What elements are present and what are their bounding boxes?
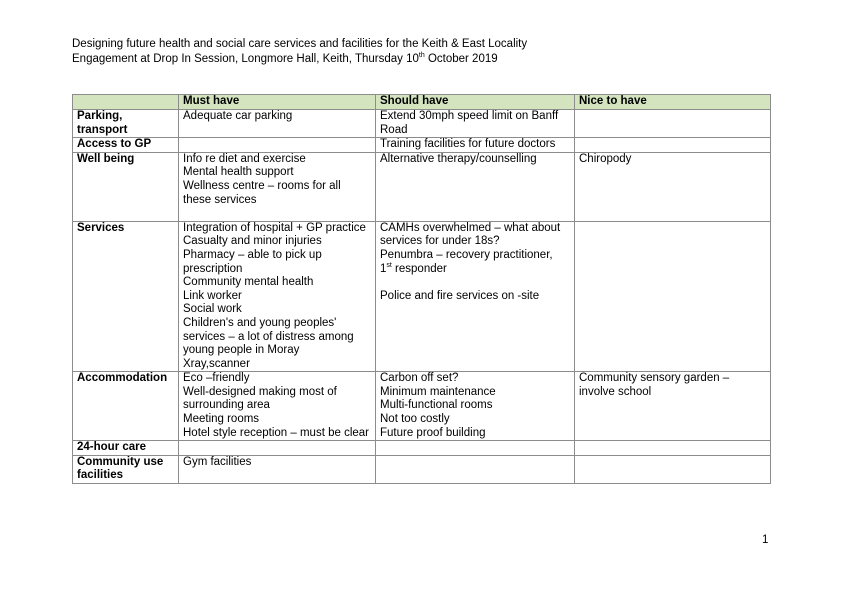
should-have-cell	[376, 221, 575, 372]
table-row	[73, 441, 771, 456]
list-item: Xray,scanner	[183, 357, 250, 370]
list-item: Alternative therapy/counselling	[380, 152, 537, 165]
list-item: Link worker	[183, 289, 242, 302]
table-row	[73, 455, 771, 483]
responder-number: 1	[380, 262, 387, 275]
blank-line	[380, 276, 570, 290]
should-have-cell	[376, 138, 575, 153]
nice-to-have-cell	[575, 152, 771, 221]
document-title	[72, 37, 527, 67]
list-item: Wellness centre – rooms for all these services	[183, 179, 341, 206]
should-have-cell	[376, 441, 575, 456]
list-item: Minimum maintenance	[380, 385, 496, 398]
list-item: Info re diet and exercise	[183, 152, 306, 165]
blank-line	[183, 207, 371, 221]
list-item: Hotel style reception – must be clear	[183, 426, 370, 439]
should-have-cell	[376, 152, 575, 221]
nice-to-have-cell	[575, 138, 771, 153]
list-item: Training facilities for future doctors	[380, 138, 556, 151]
header-should-have: Should have	[376, 95, 575, 110]
list-item	[380, 263, 570, 277]
header-nice-to-have: Nice to have	[575, 95, 771, 110]
page-number: 1	[762, 534, 769, 546]
list-item: Pharmacy – able to pick up prescription	[183, 248, 322, 275]
list-item: Gym facilities	[183, 455, 252, 468]
priorities-table	[72, 94, 771, 484]
row-label: Community use facilities	[73, 455, 179, 483]
row-label: Services	[73, 221, 179, 372]
nice-to-have-cell	[575, 441, 771, 456]
list-item: Carbon off set?	[380, 372, 459, 385]
list-item: Chiropody	[579, 152, 632, 165]
must-have-cell	[179, 455, 376, 483]
list-item: Future proof building	[380, 426, 486, 439]
list-item: Not too costly	[380, 413, 450, 426]
row-label: 24-hour care	[73, 441, 179, 456]
should-have-cell	[376, 372, 575, 441]
table-row	[73, 138, 771, 153]
must-have-cell	[179, 221, 376, 372]
header-corner	[73, 95, 179, 110]
list-item: Meeting rooms	[183, 413, 260, 426]
list-item: Penumbra – recovery practitioner,	[380, 248, 553, 261]
must-have-cell	[179, 152, 376, 221]
title-date-suffix: th	[418, 52, 425, 60]
nice-to-have-cell	[575, 455, 771, 483]
list-item: Multi-functional rooms	[380, 399, 493, 412]
should-have-cell	[376, 110, 575, 138]
row-label: Well being	[73, 152, 179, 221]
list-item: Well-designed making most of surrounding area	[183, 385, 337, 412]
should-have-cell	[376, 455, 575, 483]
list-item: Integration of hospital + GP practice	[183, 221, 366, 234]
list-item: Social work	[183, 303, 242, 316]
list-item: Police and fire services on -site	[380, 289, 540, 302]
title-line-2	[72, 52, 527, 67]
list-item: CAMHs overwhelmed – what about services for under 18s?	[380, 221, 561, 248]
ordinal-suffix: st	[386, 261, 392, 269]
nice-to-have-cell	[575, 110, 771, 138]
must-have-cell	[179, 372, 376, 441]
table-row	[73, 372, 771, 441]
title-line-1: Designing future health and social care services and facilities for the Keith & East Locality	[72, 38, 528, 50]
list-item: Adequate car parking	[183, 110, 293, 122]
must-have-cell	[179, 441, 376, 456]
title-line-2-text: Engagement at Drop In Session, Longmore Hall, Keith, Thursday 10	[72, 53, 419, 65]
list-item: Casualty and minor injuries	[183, 235, 322, 248]
table-header-row	[73, 95, 771, 110]
table-row	[73, 152, 771, 221]
nice-to-have-cell	[575, 372, 771, 441]
table-row	[73, 221, 771, 372]
list-item: Eco –friendly	[183, 372, 250, 385]
responder-text: responder	[391, 262, 447, 275]
list-item: Community mental health	[183, 276, 314, 289]
list-item: Community sensory garden – involve school	[579, 372, 730, 398]
list-item: Extend 30mph speed limit on Banff Road	[380, 110, 559, 136]
list-item: Mental health support	[183, 166, 294, 179]
table-row	[73, 110, 771, 138]
header-must-have: Must have	[179, 95, 376, 110]
must-have-cell	[179, 138, 376, 153]
row-label: Access to GP	[73, 138, 179, 153]
must-have-cell	[179, 110, 376, 138]
row-label: Accommodation	[73, 372, 179, 441]
nice-to-have-cell	[575, 221, 771, 372]
row-label: Parking, transport	[73, 110, 179, 138]
title-line-2-end: October 2019	[424, 53, 498, 65]
list-item: Children's and young peoples' services – a lot of distress among young people in Moray	[183, 316, 354, 357]
